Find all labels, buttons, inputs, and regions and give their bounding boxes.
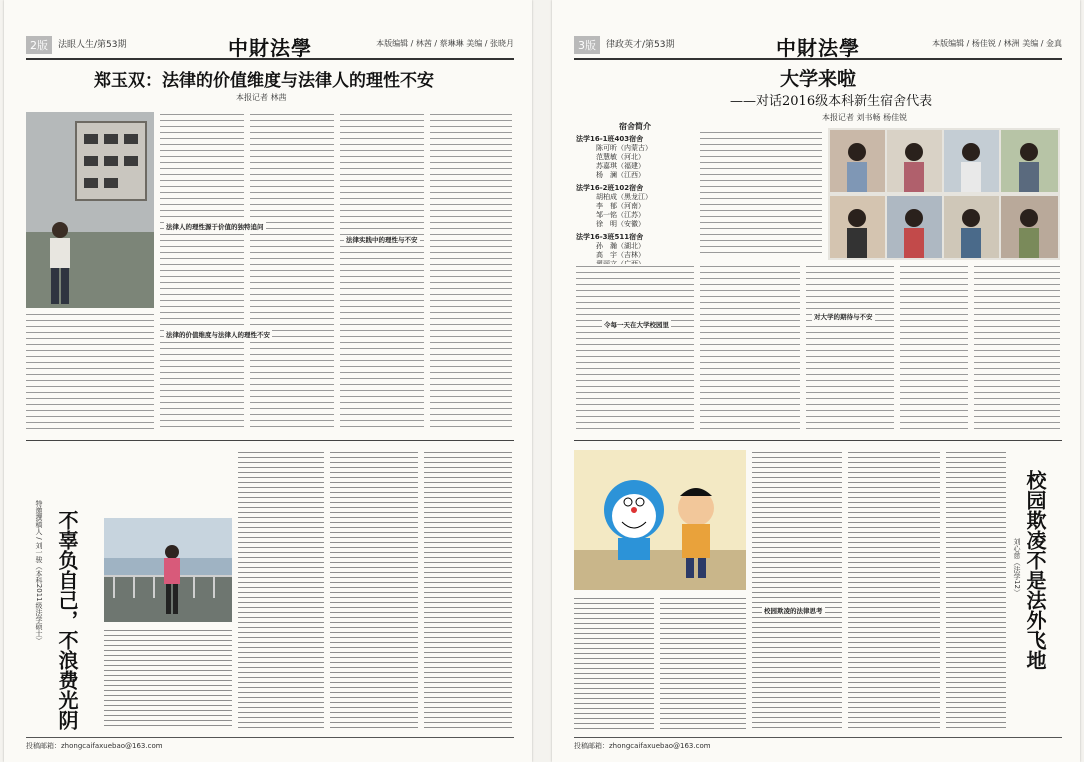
dorm-member: 李 郁（河南） [596, 202, 645, 210]
page-footer [574, 737, 1062, 754]
article-text-block [900, 264, 968, 430]
column-name: 律政英才/第53期 [606, 40, 675, 50]
cartoon-scene [574, 450, 746, 590]
dorm-member: 范慧敏（河北） [596, 153, 645, 161]
dorm-name: 法学16-2班102宿舍 [576, 184, 644, 192]
editor-credits: 本版编辑 / 杨佳锐 / 林洲 美编 / 金真 [932, 39, 1062, 48]
article-text-block [974, 264, 1060, 430]
page-number: 3版 [574, 36, 600, 54]
section-subheading: 法律人的理性源于价值的独特追问 [166, 223, 264, 231]
article-text-block [848, 450, 940, 730]
article-text-block [250, 112, 334, 430]
article-text-block [752, 450, 842, 730]
lead-article-photo [26, 112, 154, 308]
second-article-title: 不辜负自己，不浪费光阴 [55, 510, 79, 730]
student-portraits [828, 128, 1060, 260]
page-footer [26, 737, 514, 754]
masthead-logo: 中財法學 [228, 36, 312, 60]
portrait-illustration [26, 112, 154, 308]
article-text-block [660, 596, 746, 730]
dorm-name: 法学16-3班511宿舍 [576, 233, 644, 241]
left-page [4, 0, 532, 762]
dorm-member: 胡柏成（黑龙江） [596, 193, 652, 201]
page-number: 2版 [26, 36, 52, 54]
page-header [26, 30, 514, 60]
article-text-block [576, 264, 694, 430]
article-text-block [424, 450, 512, 728]
lead-article-title: 大学来啦 [780, 68, 857, 90]
dorm-name: 法学16-1班403宿舍 [576, 135, 644, 143]
dorm-heading: 宿舍简介 [619, 122, 651, 131]
dorm-member: 杨 澜（江西） [596, 171, 645, 179]
lead-article-subtitle: ——对话2016级本科新生宿舍代表 [730, 94, 933, 109]
dorm-member: 苏嘉琪（福建） [596, 162, 645, 170]
section-subheading: 令每一天在大学校园里 [604, 321, 669, 329]
article-text-block [26, 312, 154, 430]
article-text-block [160, 112, 244, 430]
masthead-logo: 中財法學 [776, 36, 860, 60]
lead-article-byline: 本报记者 林茜 [236, 93, 287, 102]
second-article-byline: 刘心慈（法学12） [1013, 538, 1021, 596]
lead-article-title: 郑玉双：法律的价值维度与法律人的理性不安 [94, 71, 434, 91]
lead-article-byline: 本报记者 刘书畅 杨佳锐 [822, 113, 908, 122]
dorm-member: 高 宇（吉林） [596, 251, 645, 259]
footer-email: 投稿邮箱：zhongcaifaxuebao@163.com [26, 742, 163, 750]
cartoon-illustration [574, 450, 746, 590]
footer-email: 投稿邮箱：zhongcaifaxuebao@163.com [574, 742, 711, 750]
student-photo-grid [828, 128, 1060, 260]
editor-credits: 本版编辑 / 林茜 / 蔡琳琳 美编 / 张晓月 [376, 39, 514, 48]
article-text-block [330, 450, 418, 728]
student-photo-illustration [104, 518, 232, 622]
article-text-block [806, 264, 894, 430]
page-header [574, 30, 1062, 60]
section-subheading: 对大学的期待与不安 [814, 313, 873, 321]
column-name: 法眼人生/第53期 [58, 40, 127, 50]
second-article-title: 校园欺凌不是法外飞地 [1023, 470, 1047, 670]
second-article-photo [104, 518, 232, 622]
article-text-block [574, 596, 654, 730]
section-subheading: 法律实践中的理性与不安 [346, 236, 418, 244]
dorm-member: 邹一铭（江苏） [596, 211, 645, 219]
section-divider [574, 440, 1062, 441]
dorm-member: 陈可昕（内蒙古） [596, 144, 652, 152]
dorm-intro-box [576, 122, 694, 278]
dorm-member: 孙 瀚（湖北） [596, 242, 645, 250]
section-divider [26, 440, 514, 441]
article-text-block [238, 450, 324, 728]
article-text-block [104, 628, 232, 728]
second-article-byline: 特邀撰稿人 / 刘一骏（本科2011级法学硕士） [35, 500, 43, 644]
article-text-block [430, 112, 512, 430]
section-subheading: 校园欺凌的法律思考 [764, 607, 823, 615]
article-text-block [700, 264, 800, 430]
article-text-block [700, 130, 822, 258]
article-text-block [340, 112, 424, 430]
article-text-block [946, 450, 1006, 730]
section-subheading: 法律的价值维度与法律人的理性不安 [166, 331, 270, 339]
dorm-member: 徐 明（安徽） [596, 220, 645, 228]
right-page [552, 0, 1080, 762]
